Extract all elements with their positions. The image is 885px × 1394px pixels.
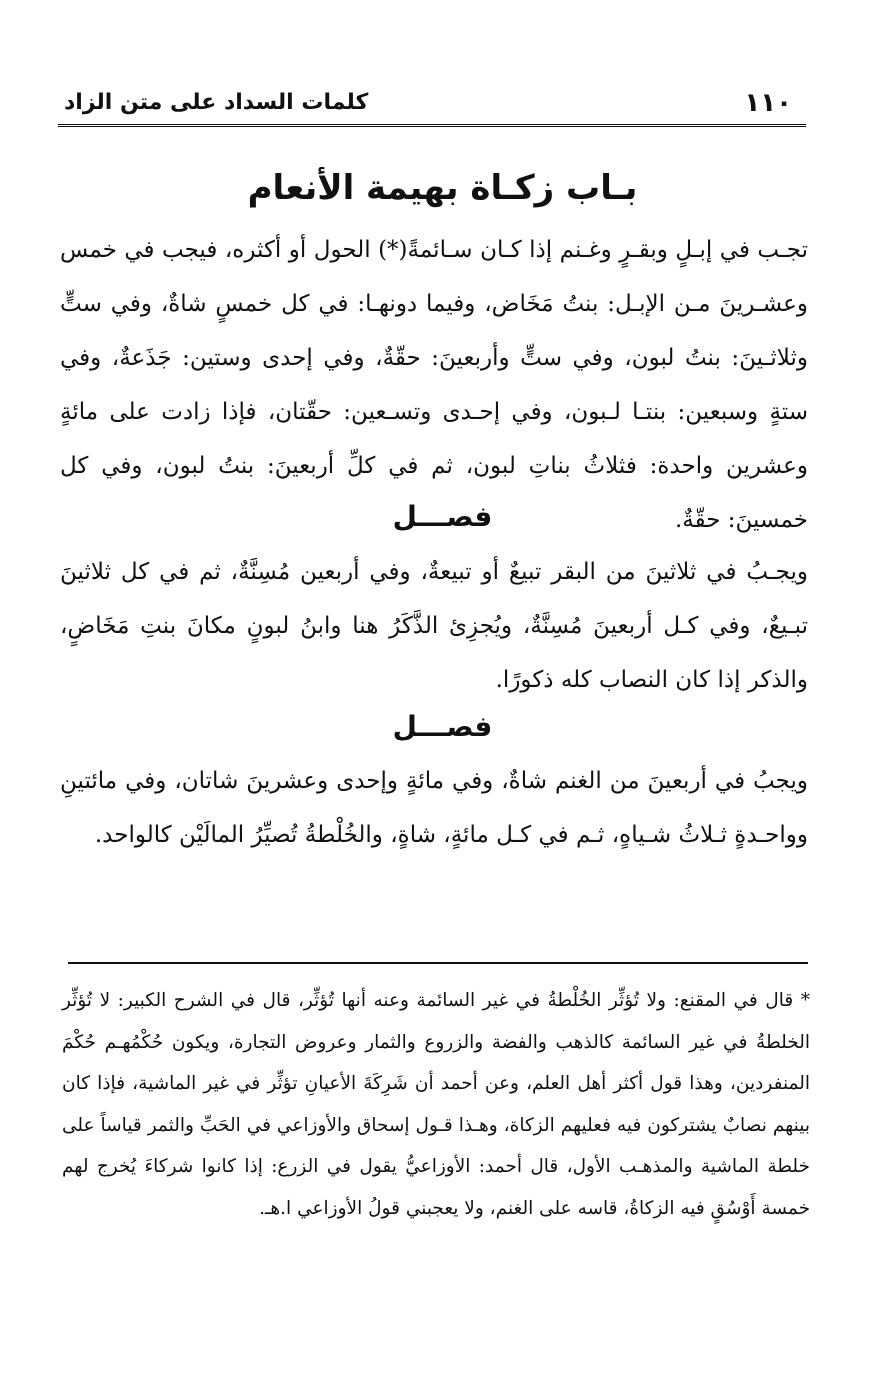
section-heading-sheep: فصـــل: [392, 710, 493, 743]
section-cattle-paragraph: ويجـبُ في ثلاثينَ من البقر تبيعٌ أو تبيعةٌ، وفي أربعين مُسِنَّةٌ، ثم في كل ثلاثينَ تبـيعٌ، وفي كـل أربعينَ مُسِنَّةٌ، ويُجزِئ الذَّكَرُ هنا وابنُ لبونٍ مكانَ بنتِ مَخَاضٍ، والذكر إذا كان النصاب كله ذكورًا.: [60, 559, 808, 693]
page-number: ١١٠: [744, 88, 792, 118]
footnote-divider: [68, 962, 808, 964]
page-header: [58, 82, 800, 122]
running-title: كلمات السداد على متن الزاد: [64, 90, 369, 115]
header-divider: [58, 124, 806, 127]
section-heading-cattle: فصـــل: [392, 500, 493, 533]
section-livestock-zakat-paragraph: تجـب في إبـلٍ وبقـرٍ وغـنم إذا كـان سـائمةً(*) الحول أو أكثره، فيجب في خمس وعشـرينَ مـن الإبـل: بنتُ مَخَاض، وفيما دونهـا: في كل خمسٍ شاةٌ، وفي ستٍّ وثلاثـينَ: بنتُ لبون، وفي ستٍّ وأربعينَ: حقّةٌ، وفي إحدى وستين: جَذَعةٌ، وفي ستةٍ وسبعين: بنتـا لـبون، وفي إحـدى وتسـعين: حقّتان، فإذا زادت على مائةٍ وعشرين واحدة: فثلاثُ بناتِ لبون، ثم في كلِّ أربعينَ: بنتُ لبون، وفي كل خمسينَ: حقّةٌ.: [60, 237, 808, 533]
section-sheep-paragraph: ويجبُ في أربعينَ من الغنم شاةٌ، وفي مائةٍ وإحدى وعشرينَ شاتان، وفي مائتينِ وواحـدةٍ ثـلاثُ شـياهٍ، ثـم في كـل مائةٍ، شاةٍ، والخُلْطةُ تُصيِّرُ المالَيْن كالواحد.: [60, 768, 808, 848]
chapter-title: بـاب زكـاة بهيمة الأنعام: [247, 168, 638, 208]
footnote: * قال في المقنع: ولا تُؤثِّر الخُلْطةُ في غير السائمة وعنه أنها تُؤثِّر، قال في الشرح الكبير: لا تُؤثِّر الخلطةُ في غير السائمة كالذهب والفضة والزروع والثمار وعروض التجارة، ويكون حُكْمُهـم حُكْمَ المنفردين، وهذا قول أكثر أهل العلم، وعن أحمد أن شَرِكَةَ الأعيانِ تؤثِّر في غير الماشية، فإذا كان بينهم نصابٌ يشتركون فيه فعليهم الزكاة، وهـذا قـول إسحاق والأوزاعي في الحَبِّ والثمر قياساً على خلطة الماشية والمذهـب الأول، قال أحمد: الأوزاعيُّ يقول في الزرع: إذا كانوا شركاءَ يُخرج لهم خمسة أَوْسُقٍ فيه الزكاةُ، قاسه على الغنم، ولا يعجبني قولُ الأوزاعي ا.هـ.: [62, 990, 810, 1219]
